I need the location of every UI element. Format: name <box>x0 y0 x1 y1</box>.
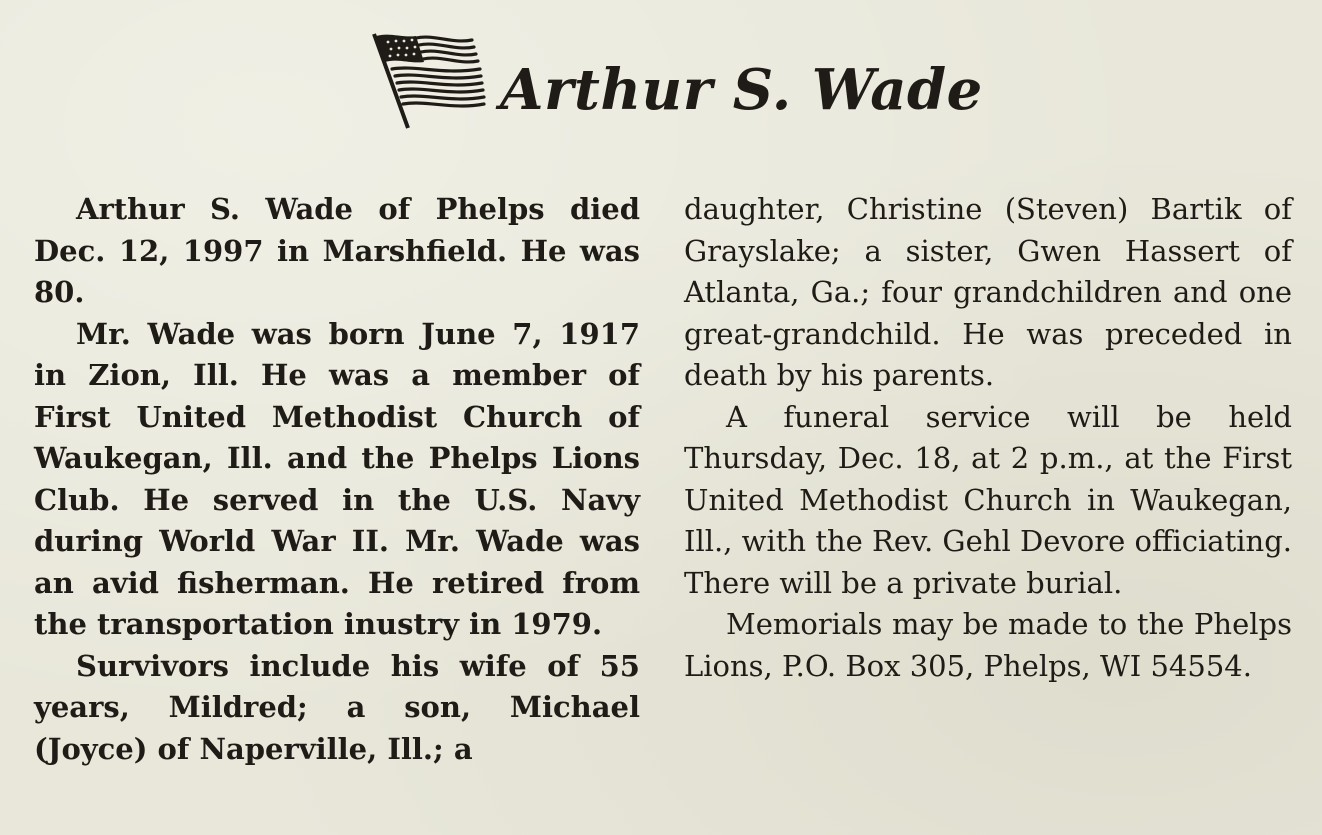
obituary-paragraph: Survivors include his wife of 55 years, Mildred; a son, Michael (Joyce) of Naperville, Ill.; a <box>34 648 640 766</box>
obituary-paragraph: daughter, Christine (Steven) Bartik of Grayslake; a sister, Gwen Hassert of Atlanta, Ga.; four grandchildren and one great-grandchild. He was preceded in death by his parents. <box>684 192 1292 392</box>
obituary-right-column <box>684 189 1292 687</box>
american-flag-icon <box>368 28 486 132</box>
obituary-paragraph: A funeral service will be held Thursday, Dec. 18, at 2 p.m., at the First United Methodist Church in Waukegan, Ill., with the Rev. Gehl Devore officiating. There will be a private burial. <box>684 399 1292 600</box>
deceased-name-heading: Arthur S. Wade <box>500 57 983 123</box>
obituary-paragraph: Memorials may be made to the Phelps Lions, P.O. Box 305, Phelps, WI 54554. <box>684 607 1292 683</box>
obituary-paragraph: Arthur S. Wade of Phelps died Dec. 12, 1997 in Marshfield. He was 80. <box>34 192 640 309</box>
obituary-paragraph: Mr. Wade was born June 7, 1917 in Zion, Ill. He was a member of First United Methodist Church of Waukegan, Ill. and the Phelps Lions Club. He served in the U.S. Navy during World War II. Mr. Wade was an avid fisherman. He retired from the transportation inustry in 1979. <box>34 316 640 641</box>
obituary-header <box>360 24 1020 134</box>
obituary-left-column <box>34 189 640 770</box>
